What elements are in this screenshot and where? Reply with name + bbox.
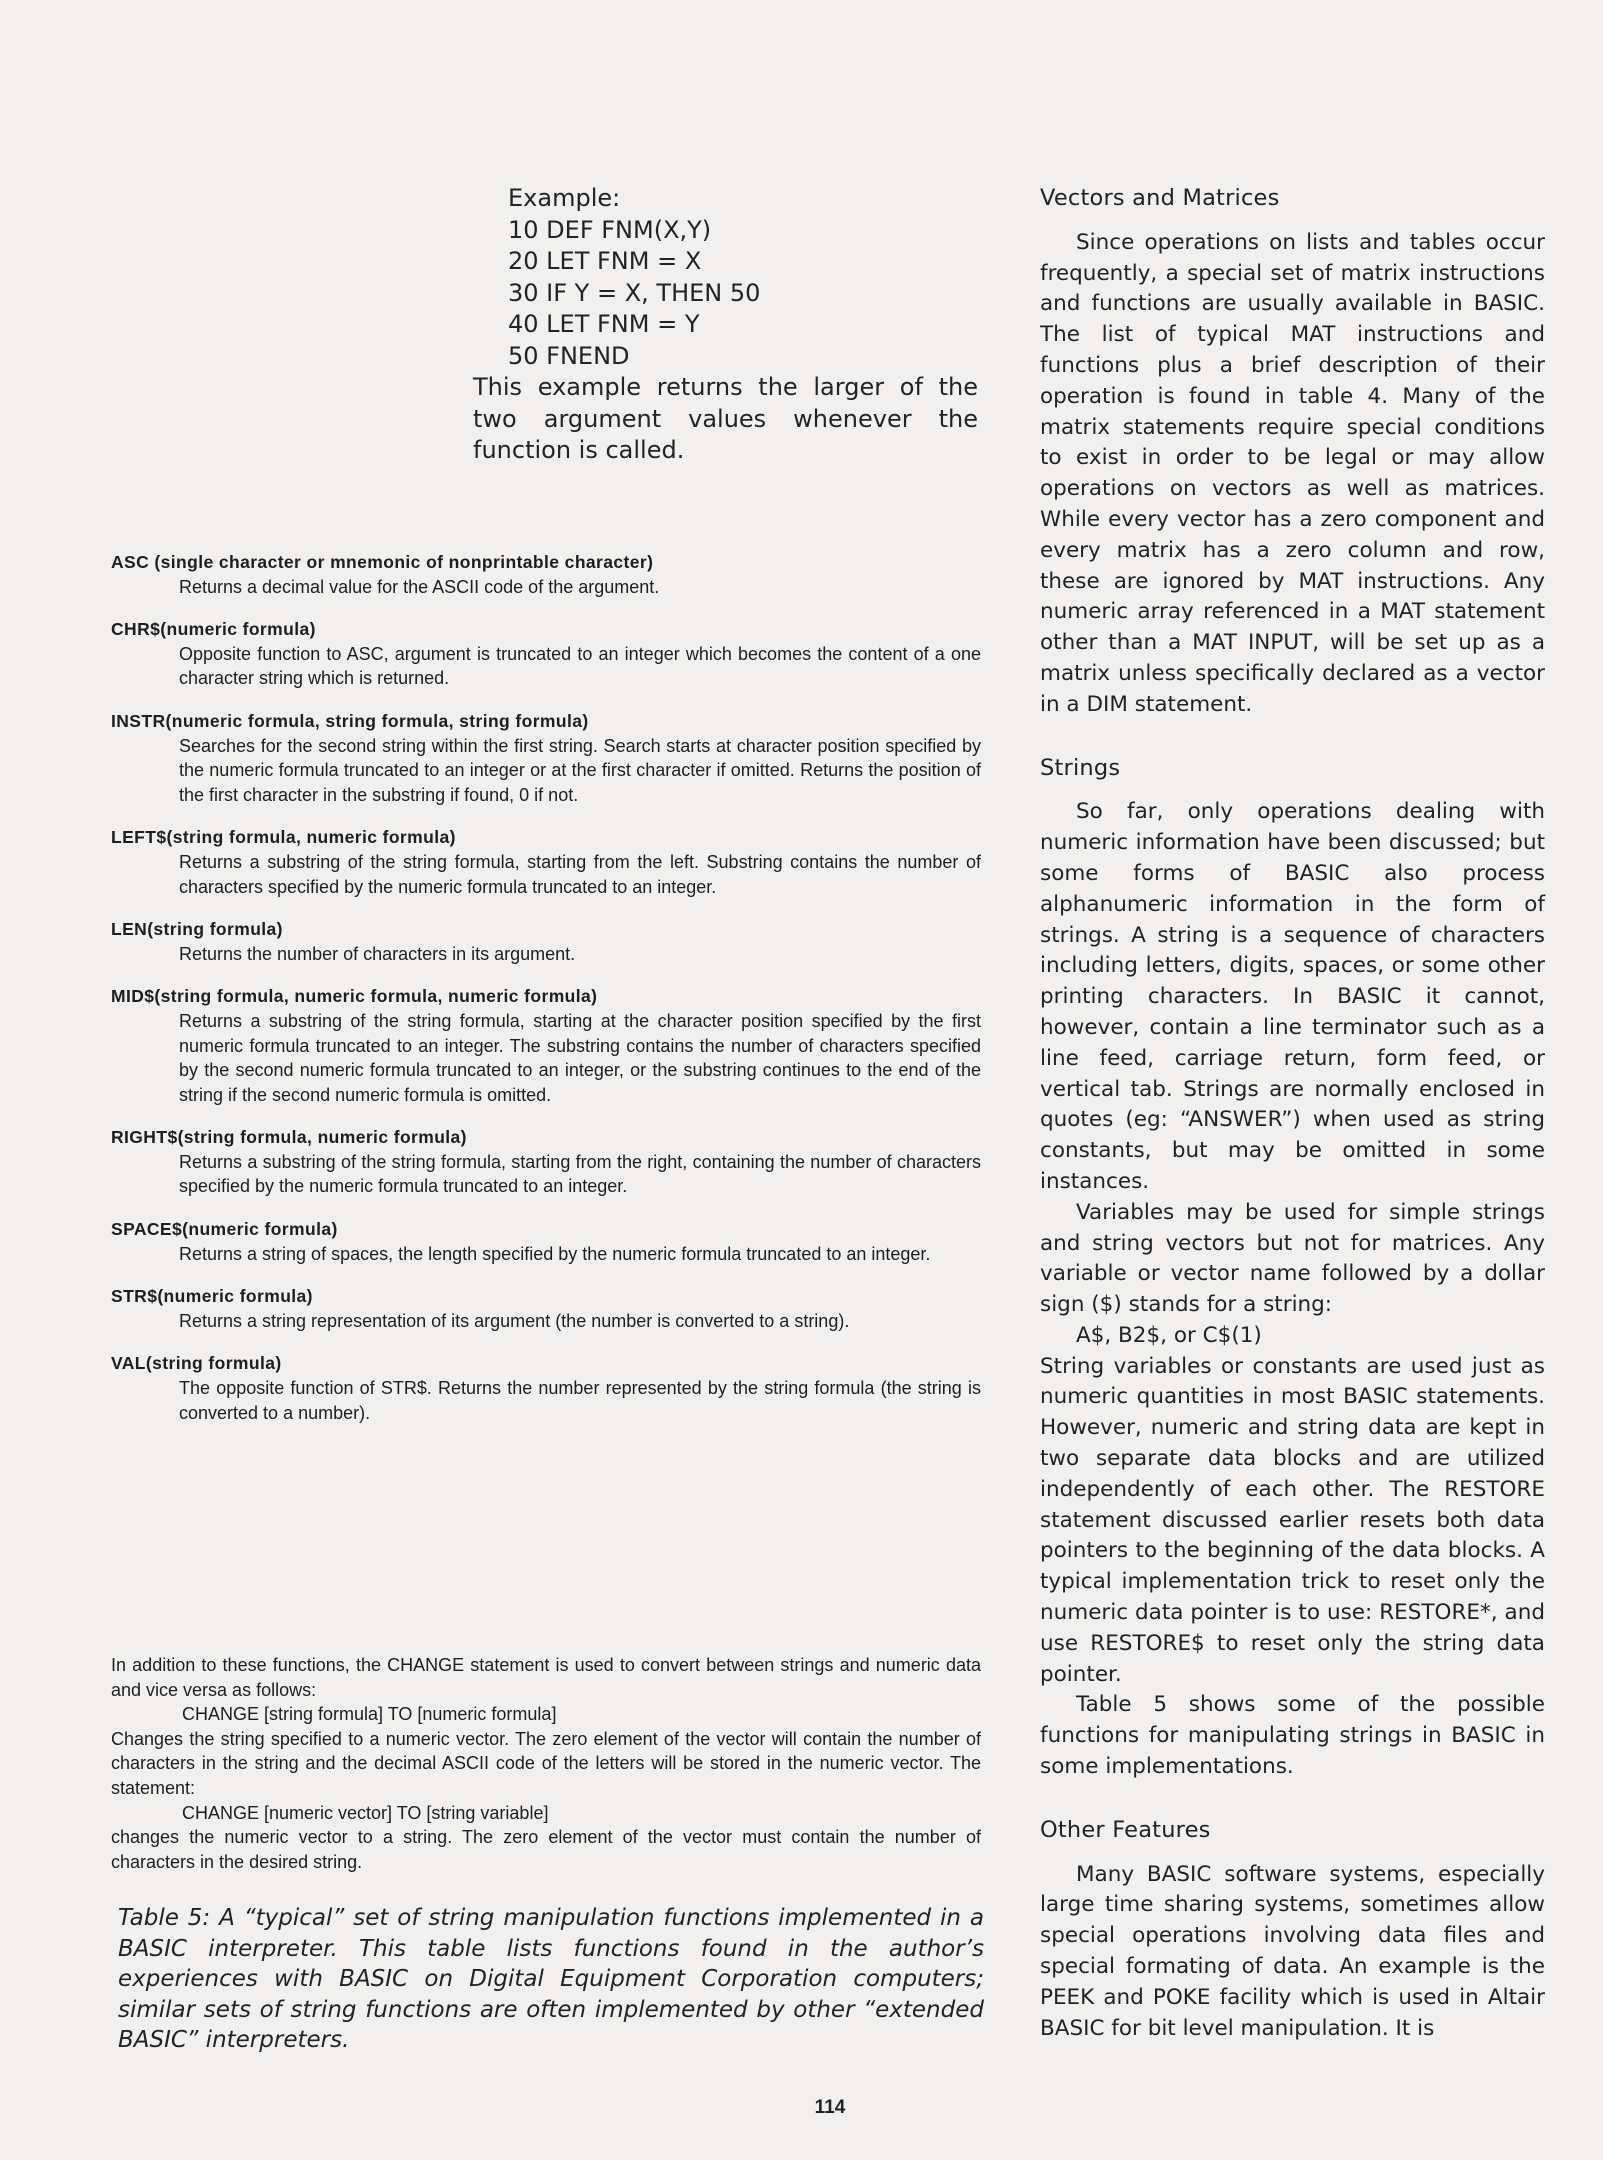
table-caption: Table 5: A “typical” set of string manipulation functions implemented in a BASIC interpreter. This table lists functions found in the author’s experiences with BASIC on Digital Equipment Corporation computers; similar sets of string functions are often implemented by other “extended BASIC” interpreters. (118, 1905, 984, 2053)
change-intro: In addition to these functions, the CHANGE statement is used to convert between strings and numeric data and vice versa as follows: (111, 1655, 981, 1700)
change-text-1: Changes the string specified to a numeric vector. The zero element of the vector will contain the number of characters in the string and the decimal ASCII code of the letters will be stored in the numeric vector. The statement: (111, 1728, 981, 1798)
function-description: Returns a substring of the string formula, starting from the right, containing the number of characters specified by the numeric formula truncated to an integer. (179, 1151, 981, 1197)
code-line: 50 FNEND (508, 341, 630, 370)
function-description: Returns a decimal value for the ASCII code of the argument. (179, 576, 660, 597)
function-signature: SPACE$(numeric formula) (111, 1219, 338, 1240)
function-description: Returns a string of spaces, the length specified by the numeric formula truncated to an integer. (179, 1243, 931, 1264)
function-entry (111, 825, 981, 899)
function-entry (111, 709, 981, 807)
function-description: Returns the number of characters in its argument. (179, 943, 576, 964)
function-signature: MID$(string formula, numeric formula, numeric formula) (111, 986, 598, 1007)
section-heading: Strings (1040, 754, 1121, 781)
example-code (473, 183, 978, 372)
paragraph: Table 5 shows some of the possible functions for manipulating strings in BASIC in some implementations. (1040, 1692, 1545, 1780)
code-line: 20 LET FNM = X (508, 247, 702, 275)
function-description: Opposite function to ASC, argument is truncated to an integer which becomes the content of a one character string which is returned. (179, 643, 981, 689)
change-text-2: changes the numeric vector to a string. The zero element of the vector must contain the number of characters in the desired string. (111, 1827, 981, 1872)
right-column (1040, 183, 1545, 2076)
example-label: Example: (508, 184, 621, 212)
string-example: A$, B2$, or C$(1) (1076, 1322, 1262, 1348)
paragraph: Since operations on lists and tables occur frequently, a special set of matrix instructions and functions are usually available in BASIC. The list of typical MAT instructions and functions plus a brief description of their operation is found in table 4. Many of the matrix statements require special conditions to exist in order to be legal or may allow operations on vectors as well as matrices. While every vector has a zero component and every matrix has a zero column and row, these are ignored by MAT instructions. Any numeric array referenced in a MAT statement other than a MAT INPUT, will be set up as a matrix unless specifically declared as a vector in a DIM statement. (1040, 229, 1545, 717)
function-signature: INSTR(numeric formula, string formula, string formula) (111, 710, 589, 731)
def-function-example (473, 183, 978, 467)
code-line: 30 IF Y = X, THEN 50 (508, 278, 761, 307)
function-signature: STR$(numeric formula) (111, 1286, 313, 1307)
paragraph: Variables may be used for simple strings and string vectors but not for matrices. Any variable or vector name followed by a dollar sign ($) stands for a string: (1040, 1199, 1545, 1318)
function-entry (111, 1125, 981, 1199)
function-entry (111, 1217, 981, 1266)
function-description: The opposite function of STR$. Returns the number represented by the string formula (the string is converted to a number). (179, 1378, 981, 1423)
function-entry (111, 984, 981, 1107)
paragraph: String variables or constants are used just as numeric quantities in most BASIC statements. However, numeric and string data are kept in two separate data blocks and are utilized independently of each other. The RESTORE statement discussed earlier resets both data pointers to the beginning of the data blocks. A typical implementation trick to reset only the numeric data pointer is to use: RESTORE*, and use RESTORE$ to reset only the string data pointer. (1040, 1353, 1545, 1687)
vectors-section (1040, 183, 1545, 721)
function-signature: CHR$(numeric formula) (111, 619, 316, 640)
function-signature: LEFT$(string formula, numeric formula) (111, 827, 456, 848)
other-features-section (1040, 1815, 1545, 2045)
section-heading: Other Features (1040, 1816, 1211, 1843)
function-description: Searches for the second string within the first string. Search starts at character position specified by the numeric formula truncated to an integer or at the first character if omitted. Returns the position of the first character in the substring if found, 0 if not. (179, 735, 981, 805)
change-statement-section (111, 1653, 981, 1874)
paragraph: So far, only operations dealing with numeric information have been discussed; but some forms of BASIC also process alphanumeric information in the form of strings. A string is a sequence of characters including letters, digits, spaces, or some other printing characters. In BASIC it cannot, however, contain a line terminator such as a line feed, carriage return, form feed, or vertical tab. Strings are normally enclosed in quotes (eg: “ANSWER”) when used as string constants, but may be omitted in some instances. (1040, 799, 1545, 1194)
page-number: 114 (814, 2097, 846, 2118)
function-signature: RIGHT$(string formula, numeric formula) (111, 1127, 467, 1148)
function-entry (111, 1284, 981, 1333)
code-line: 10 DEF FNM(X,Y) (508, 215, 712, 244)
function-description: Returns a string representation of its argument (the number is converted to a string). (179, 1310, 850, 1331)
function-entry (111, 1351, 981, 1425)
example-description: This example returns the larger of the two argument values whenever the function is called. (473, 373, 978, 464)
change-syntax-1: CHANGE [string formula] TO [numeric formula] (182, 1704, 557, 1725)
function-entry (111, 617, 981, 691)
function-signature: VAL(string formula) (111, 1353, 282, 1374)
function-signature: ASC (single character or mnemonic of nonprintable character) (111, 552, 654, 572)
function-signature: LEN(string formula) (111, 919, 283, 940)
function-entry (111, 550, 981, 599)
function-description: Returns a substring of the string formula, starting from the left. Substring contains the number of characters specified by the numeric formula truncated to an integer. (179, 851, 981, 897)
string-function-list (111, 550, 981, 1443)
code-line: 40 LET FNM = Y (508, 310, 700, 338)
paragraph: Many BASIC software systems, especially large time sharing systems, sometimes allow special operations involving data files and special formating of data. An example is the PEEK and POKE facility which is used in Altair BASIC for bit level manipulation. It is (1040, 1861, 1545, 2041)
section-heading: Vectors and Matrices (1040, 185, 1280, 211)
change-syntax-2: CHANGE [numeric vector] TO [string variable] (182, 1802, 549, 1823)
function-entry (111, 917, 981, 966)
strings-section (1040, 753, 1545, 1783)
function-description: Returns a substring of the string formula, starting at the character position specified by the first numeric formula truncated to an integer. The substring contains the number of characters specified by the second numeric formula truncated to an integer, or the substring continues to the end of the string if the second numeric formula is omitted. (179, 1010, 981, 1105)
